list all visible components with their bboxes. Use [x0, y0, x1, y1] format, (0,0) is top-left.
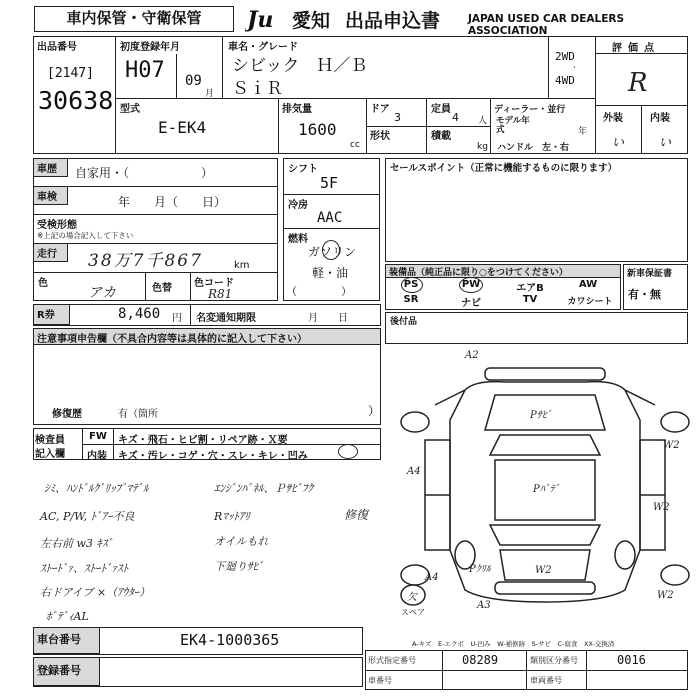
inspector-line: ｼﾐ、ﾊﾝﾄﾞﾙｸﾞﾘｯﾌﾟﾏﾃﾞﾙ — [44, 482, 149, 495]
fuel-label: 燃料 — [288, 234, 308, 245]
score-int-label: 内装 — [650, 113, 670, 124]
int-circle-mark — [338, 444, 358, 459]
tax-value: 8,460 — [118, 306, 161, 322]
handle-label: ハンドル 左・右 — [497, 143, 570, 153]
fuel-circle-mark — [322, 240, 340, 260]
capacity-value: 4 — [452, 111, 459, 124]
drive-2wd: 2WD — [555, 50, 575, 63]
car-no-label-2: 車両番号 — [530, 676, 562, 685]
keeper-banner — [34, 6, 234, 32]
ac-label: 冷房 — [288, 200, 308, 211]
inspector-line: 下廻りｻﾋﾞ — [214, 560, 264, 573]
inspector-line: ﾎﾞﾃﾞｨAL — [46, 610, 89, 623]
fuel-alt: 軽・油 — [312, 266, 349, 280]
equipment-item: PS — [403, 279, 419, 290]
car-no-label: 車番号 — [368, 676, 392, 685]
score-ext-label: 外装 — [603, 113, 623, 124]
score-value: R — [628, 68, 648, 98]
form-title: 出品申込書 — [345, 10, 441, 32]
load-unit: kg — [477, 142, 488, 152]
inspector-label-1: 検査員 — [35, 435, 65, 446]
fw-items: キズ・飛石・ヒビ割・リペア跡・Ｘ要 — [118, 435, 288, 446]
drive-4wd: 4WD — [555, 74, 575, 87]
damage-label: W2 — [663, 440, 680, 451]
equipment-label: 装備品（純正品に限り○をつけてください） — [386, 265, 620, 278]
int-label: 内装 — [87, 451, 107, 462]
color-label: 色 — [38, 278, 48, 289]
inspector-line: オイルもれ — [214, 535, 269, 548]
warranty-value: 有・無 — [628, 288, 661, 301]
warranty-label: 新車保証書 — [627, 269, 673, 279]
usage-value: 自家用・（ ） — [75, 166, 214, 180]
chassis-value: EK4-1000365 — [180, 631, 280, 649]
dealer-label: ディーラー・並行 — [494, 105, 566, 115]
chassis-label: 車台番号 — [34, 628, 100, 654]
inspection-value: 年 月（ 日） — [118, 195, 227, 209]
registration-label: 初度登録年月 — [120, 42, 180, 53]
type-value: E-EK4 — [158, 118, 207, 137]
damage-label: A2 — [465, 350, 479, 361]
inspector-line: ｴﾝｼﾞﾝﾊﾟﾈﾙ、Ｐｻﾋﾞﾌｸ — [214, 482, 313, 495]
score-label: 評価点 — [612, 43, 660, 54]
registration-month: 09 — [185, 73, 202, 89]
lot-label: 出品番号 — [37, 42, 77, 53]
mileage-label: 走行 — [34, 244, 68, 262]
cc-label: 排気量 — [282, 104, 312, 115]
cc-unit: cc — [350, 140, 360, 150]
int-items: キズ・汚レ・コゲ・穴・スレ・キレ・凹み — [118, 451, 308, 462]
equipment-item: SR — [403, 294, 419, 305]
usage-label: 車歴 — [34, 159, 68, 177]
model-name: シビック Ｈ／Ｂ — [232, 56, 368, 76]
equipment-item: エアB — [516, 283, 544, 294]
lot-sub: [2147] — [47, 66, 94, 81]
shift-label: シフト — [288, 164, 318, 175]
inspection-label: 車検 — [34, 187, 68, 205]
equipment-item: ナビ — [461, 298, 481, 309]
equipment-pw-circle — [459, 277, 483, 293]
damage-label: Pｸﾘﾙ — [469, 564, 491, 575]
spare-mark: 欠 — [407, 592, 417, 603]
repair-history-label: 修復歴 — [52, 409, 82, 420]
inspector-label-2: 記入欄 — [35, 449, 65, 460]
type-no-value: 08289 — [462, 653, 499, 667]
damage-label: A4 — [425, 572, 439, 583]
model-year-label: モデル年式 — [496, 116, 530, 135]
equipment-item: PW — [461, 279, 481, 290]
ju-logo-icon — [245, 4, 295, 32]
mileage-value: 38万7千867 — [88, 251, 203, 271]
lot-number: 30638 — [38, 86, 114, 115]
shape-label: 形状 — [370, 131, 390, 142]
name-change-label: 名変通知期限 — [196, 313, 256, 324]
inspection-form-note: ※上記の場合記入して下さい — [37, 231, 134, 240]
org-name: 愛知 — [292, 10, 331, 32]
class-no-label: 類別区分番号 — [530, 656, 578, 665]
name-change-value: 月 日 — [308, 313, 348, 324]
inspector-line: Rﾏｯﾄｱﾘ — [214, 510, 250, 523]
type-no-label: 形式指定番号 — [368, 656, 416, 665]
ac-value: AAC — [317, 210, 343, 226]
spare-label: スペア — [401, 608, 425, 617]
cc-value: 1600 — [298, 120, 337, 139]
inspection-form-label: 受検形態 — [37, 220, 77, 231]
registration-year: H07 — [125, 58, 165, 83]
equipment-item: TV — [522, 294, 538, 305]
score-int-value: ぃ — [657, 131, 674, 150]
registration-month-unit: 月 — [205, 89, 215, 99]
retrofit-label: 後付品 — [390, 317, 418, 327]
inspector-line: 修復 — [344, 508, 369, 522]
keeper-text: 車内保管・守衛保管 — [66, 9, 202, 27]
doors-value: 3 — [394, 111, 401, 124]
damage-label: W2 — [535, 565, 552, 576]
damage-label: A3 — [477, 600, 491, 611]
model-grade: ＳｉＲ — [232, 79, 283, 99]
equipment-item: AW — [578, 279, 598, 290]
color-code-value: R81 — [208, 287, 233, 301]
notes-label: 注意事項申告欄（不具合内容等は具体的に記入して下さい） — [34, 329, 380, 345]
fuel-paren: （ ） — [286, 285, 352, 298]
tax-unit: 円 — [172, 313, 182, 324]
repair-history-value: 有（箇所 — [118, 409, 158, 420]
inspector-line: AC, P/W, ﾄﾞｱｰ不良 — [40, 510, 135, 523]
ju-logo-text: Ju — [247, 7, 274, 32]
model-label: 車名・グレード — [228, 42, 298, 53]
association-name: JAPAN USED CAR DEALERS ASSOCIATION — [468, 13, 625, 37]
ju-logo — [245, 4, 295, 32]
color-value: アカ — [88, 285, 116, 301]
model-year-unit: 年 — [578, 127, 588, 137]
inspector-line: 右ドアイブ ×（ｱｳﾀｰ） — [40, 586, 151, 599]
damage-diagram — [395, 350, 690, 630]
doors-label: ドア — [370, 104, 390, 115]
repair-history-close: ） — [368, 404, 381, 418]
color-code-label: 色コード — [194, 278, 234, 289]
damage-legend: A-キズ E-エクボ U-凹み W-補修跡 S-サビ C-腐食 XX-交換済 — [412, 640, 615, 648]
damage-label: Pﾊﾞﾃﾞ — [533, 484, 560, 495]
damage-label: W2 — [657, 590, 674, 601]
inspector-line: 左右前 w3 ｷｽﾞ — [40, 537, 113, 550]
class-no-value: 0016 — [617, 653, 646, 667]
score-ext-value: ぃ — [610, 131, 627, 150]
plate-label: 登録番号 — [34, 658, 100, 686]
sales-point-label: セールスポイント（正常に機能するものに限ります） — [390, 163, 618, 174]
load-label: 積載 — [431, 131, 451, 142]
equipment-ps-circle — [401, 277, 423, 293]
capacity-label: 定員 — [431, 104, 451, 115]
damage-label: A4 — [407, 466, 421, 477]
fw-label: FW — [89, 431, 107, 442]
inspector-line: ｽﾄｰﾄﾞｧ、ｽﾄｰﾄﾞｧｽﾄ — [40, 562, 128, 575]
drive-separator: · — [573, 63, 576, 73]
fuel-value: ガソリン — [308, 245, 357, 259]
damage-label: Pｻﾋﾞ — [530, 410, 552, 421]
type-label: 型式 — [120, 104, 140, 115]
retrofit-block — [385, 312, 688, 344]
mileage-unit: km — [234, 260, 250, 271]
capacity-unit: 人 — [478, 116, 488, 126]
equipment-item: カワシート — [567, 297, 613, 307]
damage-label: W2 — [653, 502, 670, 513]
shift-value: 5F — [320, 174, 339, 192]
color-change-label: 色替 — [152, 283, 172, 294]
tax-label: R券 — [34, 305, 70, 325]
